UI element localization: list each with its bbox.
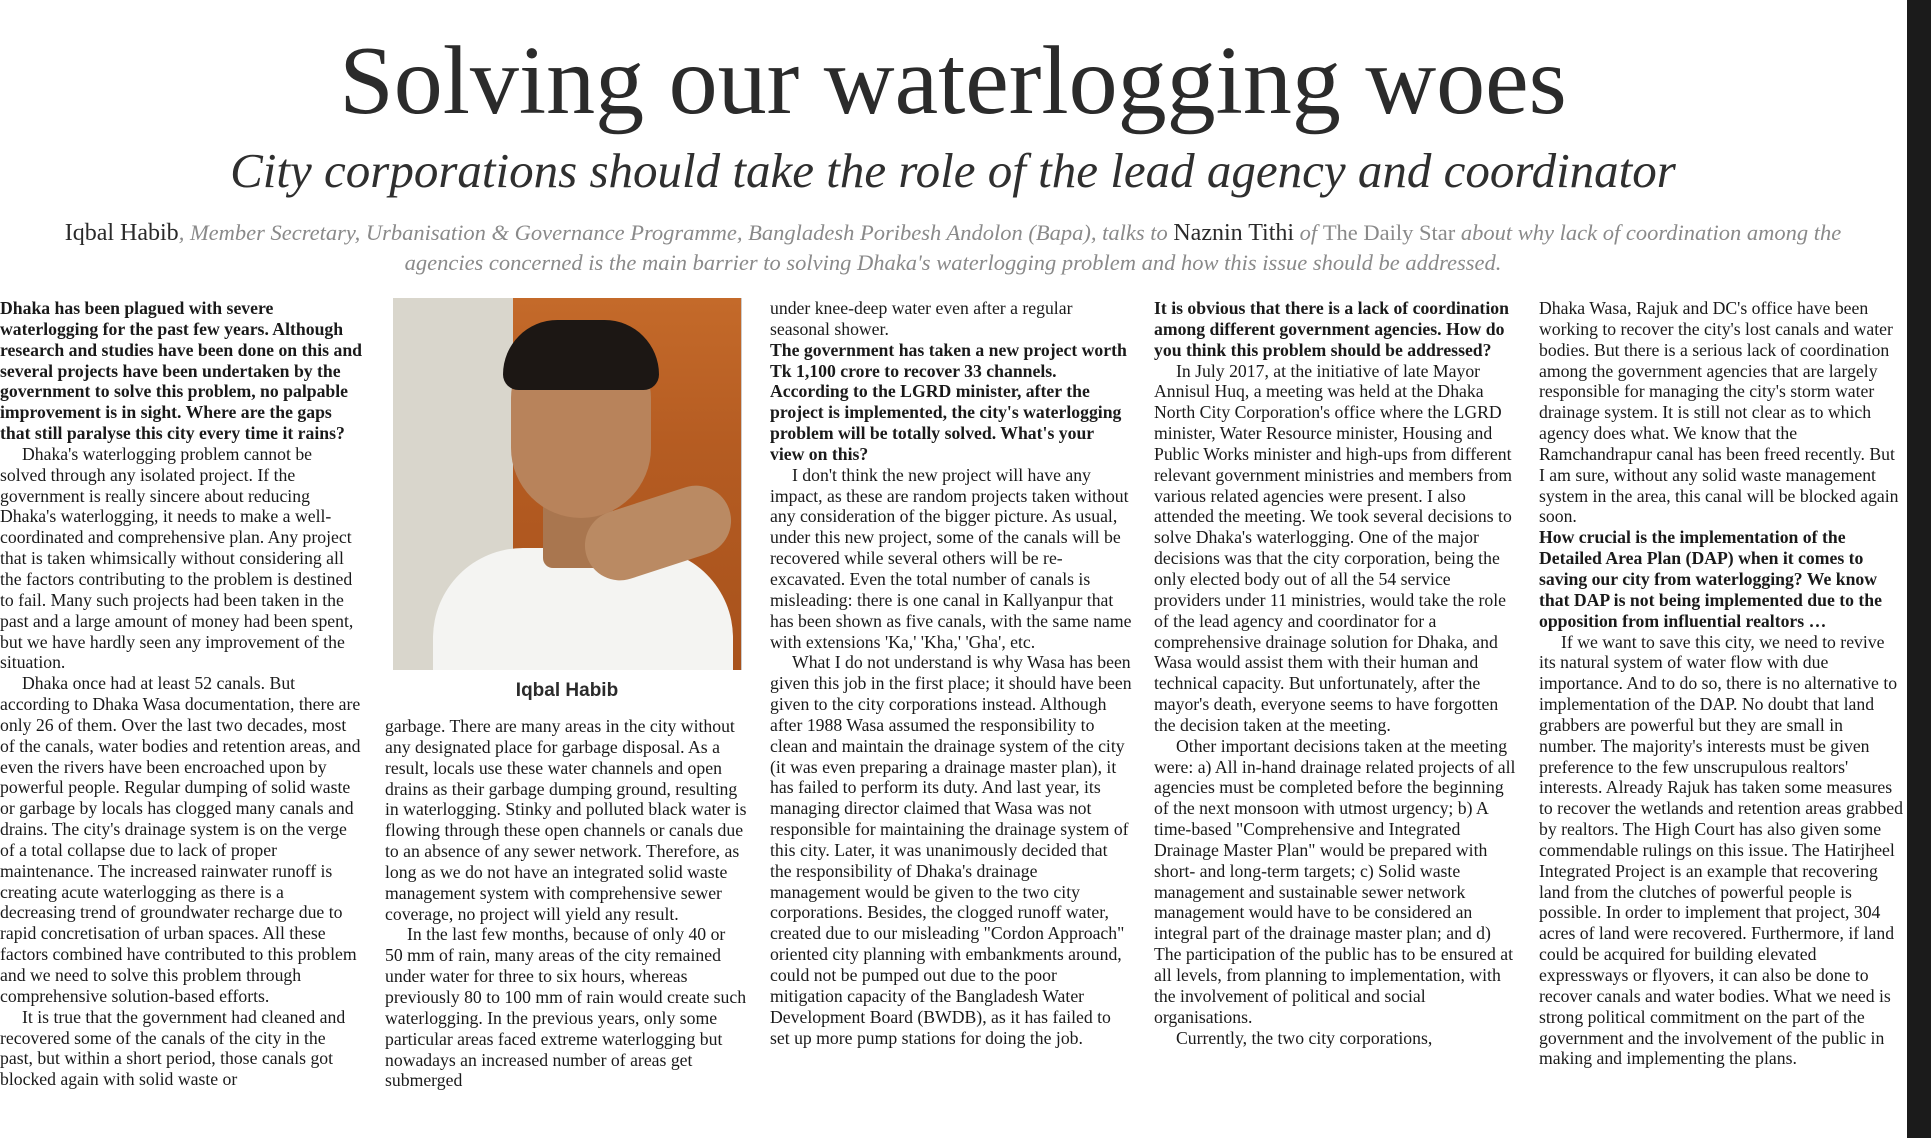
answer-paragraph: What I do not understand is why Wasa has been given this job in the first place; it should have been given to the city corporations instead. Although after 1988 Wasa assumed the responsibility to clean and maintain the drainage system of the city (it was even preparing a drainage master plan), it has failed to perform its duty. And last year, its managing director claimed that Wasa was not responsible for maintaining the drainage system of this city. Later, it was unanimously decided that the responsibility of Dhaka's drainage management would be given to the two city corporations. Besides, the clogged runoff water, created due to our misleading "Cordon Approach" oriented city planning with embankments around, could not be pumped out due to the poor mitigation capacity of the Bangladesh Water Development Board (BWDB), as it has failed to set up more pump stations for doing the job. [770,652,1132,1048]
interviewee-name: Iqbal Habib [64,220,179,246]
photo-caption: Iqbal Habib [515,680,619,701]
answer-paragraph: Dhaka once had at least 52 canals. But according to Dhaka Wasa documentation, there are only 26 of them. Over the last two decades, most of the canals, water bodies and retention areas, and even the rivers have been encroached upon by powerful people. Regular dumping of solid waste or garbage by locals has clogged many canals and drains. The city's drainage system is on the verge of a total collapse due to lack of proper maintenance. The increased rainwater runoff is creating acute waterlogging as there is a decreasing trend of groundwater recharge due to rapid concretisation of urban spaces. All these factors combined have contributed to this problem and we need to solve this problem through comprehensive solution-based efforts. [0,673,361,1006]
question-2: The government has taken a new project worth Tk 1,100 crore to recover 33 channels. According to the LGRD minister, after the project is implemented, the city's waterlogging problem will be totally solved. What's your view on this? [770,339,1127,464]
interviewer-name: Naznin Tithi [1173,220,1295,246]
column-4 [1154,298,1518,1048]
answer-paragraph: In July 2017, at the initiative of late Mayor Annisul Huq, a meeting was held at the Dhaka North City Corporation's office where the LGRD minister, Water Resource minister, Housing and Public Works minister and high-ups from different relevant government ministries and members from various related agencies were present. I also attended the meeting. We took several decisions to solve Dhaka's waterlogging. One of the major decisions was that the city corporation, being the only elected body out of all the 54 service providers under 11 ministries, would take the role of the lead agency and coordinator for a comprehensive drainage solution for Dhaka, and Wasa would assist them with their human and technical capacity. But unfortunately, after the mayor's death, everyone seems to have forgotten the decision taken at the meeting. [1154,360,1513,735]
question-4: How crucial is the implementation of the Detailed Area Plan (DAP) when it comes to saving our city from waterlogging? We know that DAP is not being implemented due to the opposition from influential realtors … [1539,527,1882,631]
answer-paragraph: Dhaka's waterlogging problem cannot be solved through any isolated project. If the government is really sincere about reducing Dhaka's waterlogging, it needs to make a well-coordinated and comprehensive plan. Any project that is taken whimsically without considering all the factors contributing to the problem is destined to fail. Many such projects had been taken in the past and a large amount of money had been spent, but we have hardly seen any improvement of the situation. [0,443,354,673]
answer-paragraph: In the last few months, because of only 40 or 50 mm of rain, many areas of the city remained under water for three to six hours, whereas previously 80 to 100 mm of rain would create such waterlogging. In the previous years, only some particular areas faced extreme waterlogging but nowadays an increased number of areas get submerged [385,924,747,1091]
answer-paragraph: under knee-deep water even after a regular seasonal shower. [770,298,1073,339]
column-5 [1539,298,1903,1069]
interviewee-description: , Member Secretary, Urbanisation & Governance Programme, Bangladesh Poribesh Andolon (Bapa), talks to [178,220,1174,245]
intro-standfirst [40,218,1866,277]
column-3 [770,298,1132,1048]
page-edge-bar [1907,0,1931,1138]
answer-paragraph: garbage. There are many areas in the city without any designated place for garbage disposal. As a result, locals use these water channels and open drains as their garbage dumping ground, resulting in waterlogging. Stinky and polluted black water is flowing through these open channels or canals due to an absence of any sewer network. Therefore, as long as we do not have an integrated solid waste management system with comprehensive sewer coverage, no project will yield any result. [385,716,747,924]
interviewee-photo [393,298,742,670]
question-3: It is obvious that there is a lack of coordination among different government agencies. How do you think this problem should be addressed? [1154,298,1509,360]
answer-paragraph: Currently, the two city corporations, [1176,1027,1433,1048]
answer-paragraph: If we want to save this city, we need to revive its natural system of water flow with due importance. And to do so, there is no alternative to implementation of the DAP. No doubt that land grabbers are powerful but they are small in number. The majority's interests must be given preference to the few unscrupulous realtors' interests. Already Rajuk has taken some measures to recover the wetlands and retention areas grabbed by realtors. The High Court has also given some commendable rulings on this issue. The Hatirjheel Integrated Project is an example that recovering land from the clutches of powerful people is possible. In order to implement that project, 304 acres of land were recovered. Furthermore, if land could be acquired for building elevated expressways or flyovers, it can also be done to recover canals and water bodies. What we need is strong political commitment on the part of the government and the involvement of the public in making and implementing the plans. [1539,631,1903,1069]
column-2 [385,716,747,1091]
intro-of: of [1294,220,1323,245]
answer-paragraph: It is true that the government had cleaned and recovered some of the canals of the city in the past, but within a short period, those canals got blocked again with solid waste or [0,1006,346,1090]
answer-paragraph: I don't think the new project will have any impact, as these are random projects taken without any consideration of the bigger picture. As usual, under this new project, some of the canals will be recovered while several others will be re-excavated. Even the total number of canals is misleading: there is one canal in Kallyanpur that has been shown as five canals, with the same name with extensions 'Ka,' 'Kha,' 'Gha', etc. [770,464,1132,652]
subheadline: City corporations should take the role of the lead agency and coordinator [230,143,1676,198]
newspaper-name: The Daily Star [1322,220,1456,245]
answer-paragraph: Other important decisions taken at the meeting were: a) All in-hand drainage related projects of all agencies must be completed before the beginning of the next monsoon with utmost urgency; b) A time-based "Comprehensive and Integrated Drainage Master Plan" would be prepared with short- and long-term targets; c) Solid waste management and sustainable sewer network management would have to be considered an integral part of the drainage master plan; and d) The participation of the public has to be ensured at all levels, from planning to implementation, with the involvement of political and social organisations. [1154,735,1516,1027]
headline: Solving our waterlogging woes [339,27,1567,135]
intro-rest: about why lack of coordination among the agencies concerned is the main barrier to solving Dhaka's waterlogging problem and how this issue should be addressed. [404,220,1842,275]
column-1 [0,298,362,1090]
question-1: Dhaka has been plagued with severe waterlogging for the past few years. Although research and studies have been done on this and several projects have been undertaken by the government to solve this problem, no palpable improvement is in sight. Where are the gaps that still paralyse this city every time it rains? [0,298,363,444]
answer-paragraph: Dhaka Wasa, Rajuk and DC's office have been working to recover the city's lost canals and water bodies. But there is a serious lack of coordination among the government agencies that are largely responsible for managing the city's storm water drainage system. It is still not clear as to which agency does what. We know that the Ramchandrapur canal has been freed recently. But I am sure, without any solid waste management system in the area, this canal will be blocked again soon. [1539,298,1899,527]
